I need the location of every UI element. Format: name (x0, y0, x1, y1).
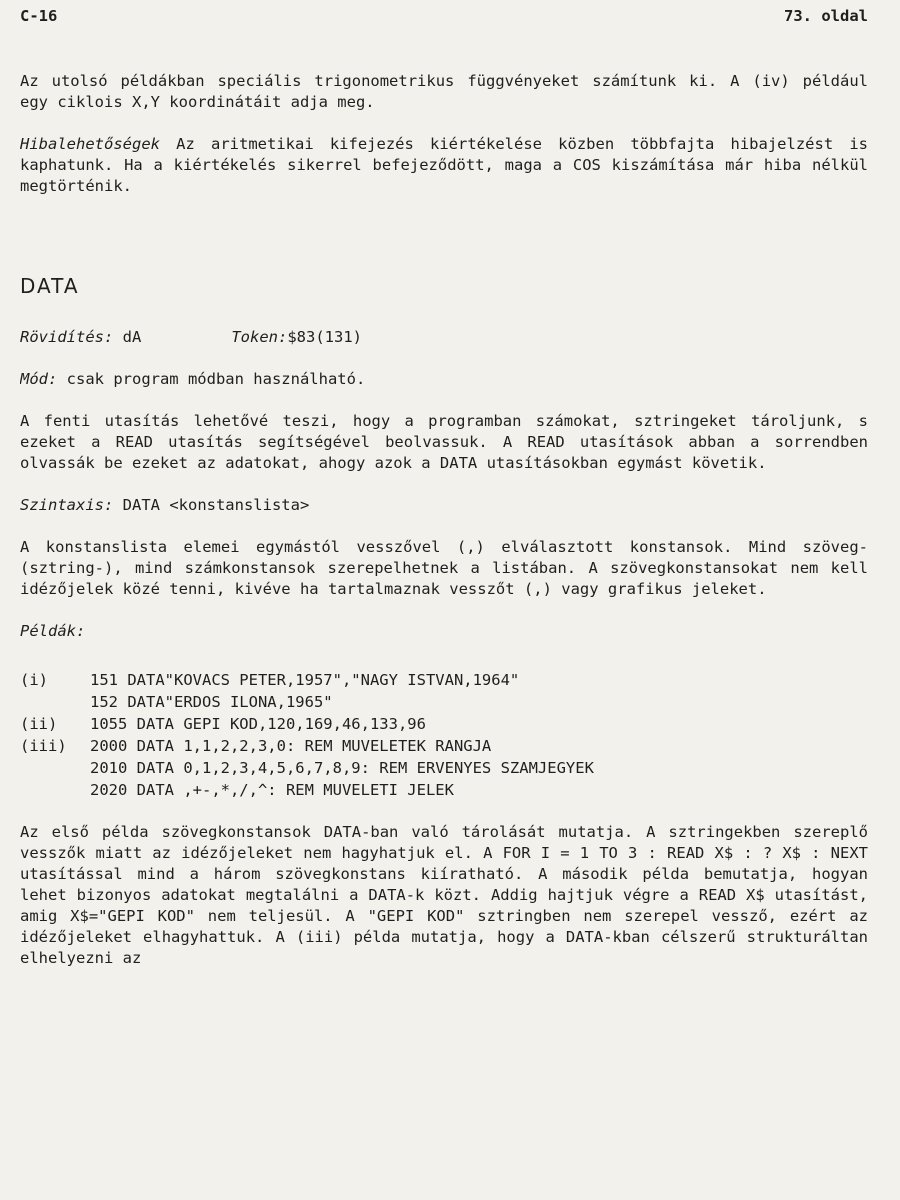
example-label (20, 757, 90, 779)
abbreviation-label: Rövidítés: (20, 328, 114, 346)
example-row (20, 713, 868, 735)
error-label: Hibalehetőségek (20, 135, 160, 153)
intro-paragraph: Az utolsó példákban speciális trigonometrikus függvényeket számítunk ki. A (iv) például egy ciklois X,Y koordinátáit adja meg. (20, 72, 868, 111)
token-value: $83(131) (287, 328, 362, 346)
example-label: (ii) (20, 715, 58, 733)
examples-label: Példák: (20, 622, 86, 640)
example-label: (iii) (20, 737, 67, 755)
chapter-label: C-16 (20, 7, 58, 25)
example-row (20, 779, 868, 801)
mode-line (20, 369, 868, 390)
example-row (20, 669, 868, 691)
example-label: (i) (20, 671, 48, 689)
example-code: 2020 DATA ,+-,*,/,^: REM MUVELETI JELEK (90, 781, 454, 799)
mode-label: Mód: (20, 370, 58, 388)
section-title: DATA (20, 274, 80, 298)
example-label (20, 779, 90, 801)
example-row (20, 691, 868, 713)
closing-paragraph: Az első példa szövegkonstansok DATA-ban való tárolását mutatja. A sztringekben szereplő vesszők miatt az idézőjeleket nem hagyhatjuk el. A FOR I = 1 TO 3 : READ X$ : ? X$ : NEXT utasítással mind a három szövegkonstans kiíratható. A második példa bemutatja, hogyan lehet bizonyos adatokat megtalálni a DATA-k közt. Addig hajtjuk végre a READ X$ utasítást, amig X$="GEPI KOD" nem teljesül. A "GEPI KOD" sztringben nem szerepel vessző, ezért az idézőjeleket elhagyhattuk. A (iii) példa mutatja, hogy a DATA-kban célszerű strukturáltan elhelyezni az (20, 823, 868, 967)
examples-block (20, 663, 868, 801)
example-row (20, 757, 868, 779)
description-paragraph: A fenti utasítás lehetővé teszi, hogy a programban számokat, sztringeket tároljunk, s ezeket a READ utasítás segítségével beolvassuk. A READ utasítások abban a sorrendben olvassák be ezeket az adatokat, ahogy azok a DATA utasításokban egymást követik. (20, 412, 868, 472)
syntax-label: Szintaxis: (20, 496, 114, 514)
page-header (20, 6, 868, 27)
syntax-line (20, 495, 868, 516)
constant-list-paragraph: A konstanslista elemei egymástól vesszővel (,) elválasztott konstansok. Mind szöveg- (sztring-), mind számkonstansok szerepelhetnek a listában. A szövegkonstansokat nem kell idézőjelek közé tenni, kivéve ha tartalmaznak vesszőt (,) vagy grafikus jeleket. (20, 538, 868, 598)
example-code: 151 DATA"KOVACS PETER,1957","NAGY ISTVAN,1964" (90, 671, 520, 689)
syntax-value: DATA <konstanslista> (113, 496, 310, 514)
book-page (20, 6, 868, 1196)
example-code: 2000 DATA 1,1,2,2,3,0: REM MUVELETEK RANGJA (90, 737, 492, 755)
example-row (20, 735, 868, 757)
example-label (20, 691, 90, 713)
mode-value: csak program módban használható. (57, 370, 366, 388)
error-text: Az aritmetikai kifejezés kiértékelése közben többfajta hibajelzést is kaphatunk. Ha a kiértékelés sikerrel befejeződött, maga a COS kiszámítása már hiba nélkül megtörténik. (20, 135, 868, 195)
token-label: Token: (231, 328, 288, 346)
example-code: 1055 DATA GEPI KOD,120,169,46,133,96 (90, 715, 426, 733)
page-number: 73. oldal (784, 7, 868, 25)
example-code: 152 DATA"ERDOS ILONA,1965" (90, 693, 333, 711)
error-paragraph (20, 134, 868, 197)
abbreviation-value: dA (113, 328, 142, 346)
example-code: 2010 DATA 0,1,2,3,4,5,6,7,8,9: REM ERVENYES SZAMJEGYEK (90, 759, 594, 777)
abbreviation-line (20, 327, 868, 348)
